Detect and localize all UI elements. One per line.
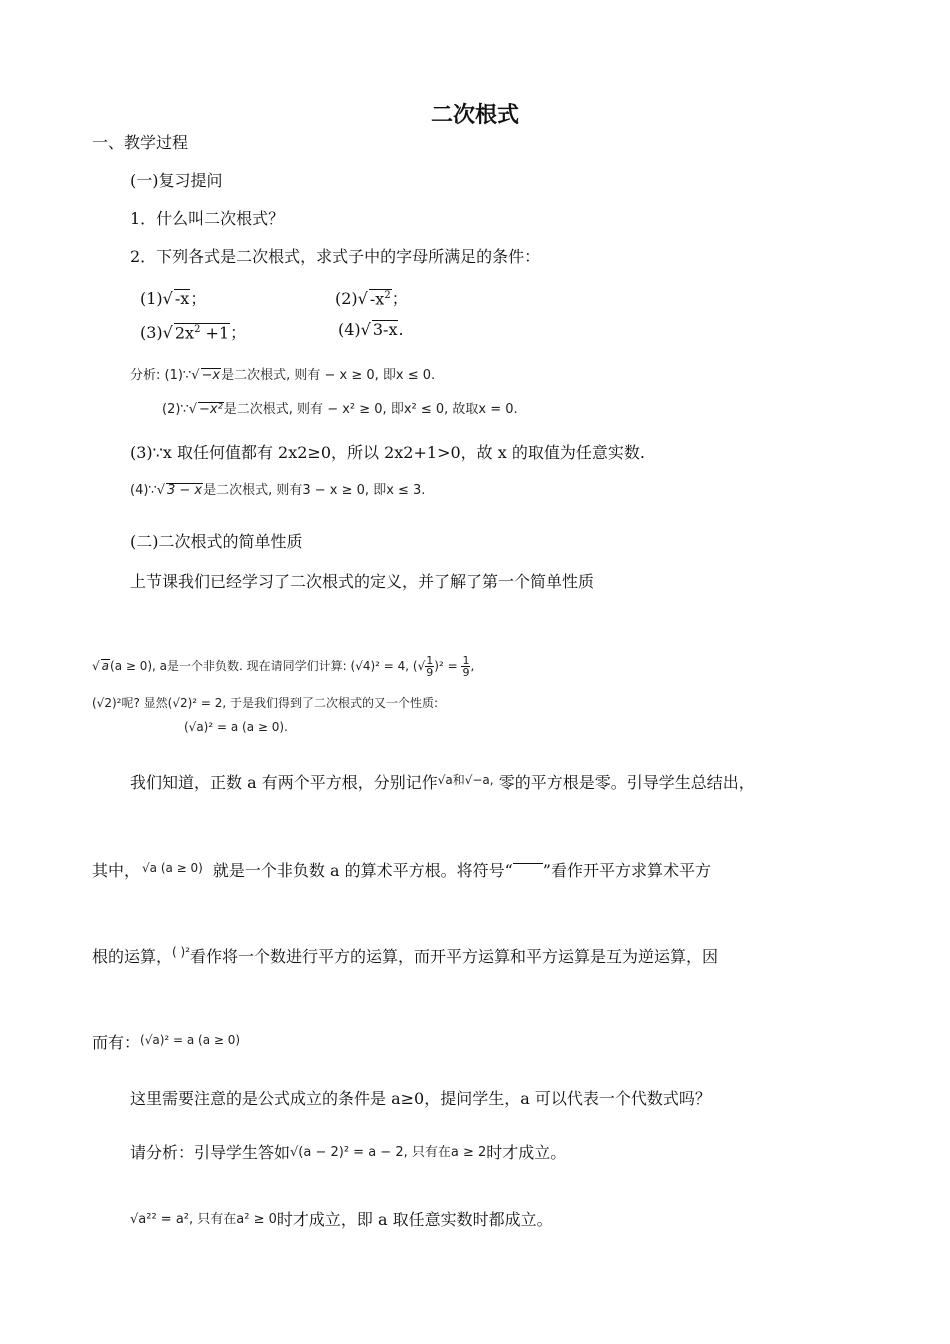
exercise-1 [140, 286, 206, 309]
radical-icon: √ [92, 659, 100, 673]
paragraph-analysis-ask: 请分析：引导学生答如√(a − 2)² = a − 2, 只有在a ≥ 2时才成立。 [130, 1143, 567, 1162]
exercise-label: (3) [140, 323, 163, 342]
radical-icon: √ [156, 483, 165, 498]
radicand: 3-x [372, 320, 398, 339]
question-1: 1．什么叫二次根式？ [130, 209, 285, 228]
subsection-review: (一)复习提问 [130, 171, 223, 190]
radicand: $2x^2 +1$ [174, 323, 230, 342]
property-line-2: (√2)²呢? 显然(√2)² = 2, 于是我们得到了二次根式的又一个性质: [92, 696, 439, 710]
radical-icon: √ [162, 323, 173, 342]
exercise-3 [140, 320, 246, 343]
radical-symbol-icon [513, 863, 543, 878]
punct: ； [230, 323, 247, 342]
analysis-4: (4)∵√ 3 − x是二次根式, 则有3 − x ≥ 0, 即x ≤ 3. [130, 483, 426, 498]
paragraph-note: 这里需要注意的是公式成立的条件是 a≥0，提问学生，a 可以代表一个代数式吗？ [130, 1089, 711, 1108]
paragraph-therefore: 而有：$^{(√a)^2 = a (a \ge 0)}$ [92, 1033, 241, 1052]
subsection-properties: (二)二次根式的简单性质 [130, 532, 303, 551]
exercise-label: (1) [140, 289, 163, 308]
radical-icon: √ [357, 289, 368, 308]
fraction: $\frac{1}{9}$ [462, 654, 470, 679]
paragraph-square-op: 根的运算，$^{( )^2}$看作将一个数进行平方的运算，而开平方运算和平方运算是互为逆运算，因 [92, 945, 719, 966]
paragraph-square-roots: 我们知道，正数 a 有两个平方根，分别记作$^{√a和√-a,}$ 零的平方根是零。引导学生总结出， [130, 773, 755, 792]
radicand: -x [174, 289, 190, 308]
paragraph-arith-root: 其中， $^{√a (a \ge 0)}$ 就是一个非负数 a 的算术平方根。将符号“ ”看作开平方求算术平方 [92, 861, 711, 880]
paragraph-last: √a²² = a², 只有在a² ≥ 0时才成立，即 a 取任意实数时都成立。 [130, 1210, 553, 1229]
punct: ； [391, 289, 408, 308]
analysis-3: (3)∵x 取任何值都有 2x2≥0，所以 2x2+1>0，故 x 的取值为任意实数. [130, 443, 645, 462]
property-line-1: √ a(a ≥ 0), a是一个非负数. 现在请同学们计算: (√4)² = 4, (√ $\frac{1}{9}$ )² = $\frac{1}{9}$ , [92, 654, 475, 679]
radical-icon: √ [188, 402, 197, 417]
exercise-label: (4) [338, 320, 361, 339]
punct: ； [190, 289, 207, 308]
question-2: 2．下列各式是二次根式，求式子中的字母所满足的条件： [130, 247, 541, 266]
analysis-1: 分析: (1)∵√ −x是二次根式, 则有 − x ≥ 0, 即x ≤ 0. [130, 368, 436, 383]
intro-paragraph: 上节课我们已经学习了二次根式的定义，并了解了第一个简单性质 [130, 572, 595, 591]
radical-icon: √ [162, 289, 173, 308]
property-formula: (√a)² = a (a ≥ 0). [184, 720, 288, 734]
section-heading: 一、教学过程 [92, 133, 189, 152]
radical-icon: √ [417, 659, 426, 673]
radicand: $-x^2$ [369, 289, 391, 308]
radical-icon: √ [191, 368, 200, 383]
analysis-2: (2)∵√ −x²是二次根式, 则有 − x² ≥ 0, 即x² ≤ 0, 故取x = 0. [162, 402, 518, 417]
fraction: $\frac{1}{9}$ [426, 654, 434, 679]
punct: . [398, 320, 404, 339]
exercise-4 [338, 320, 404, 339]
exercise-2 [335, 286, 408, 309]
radical-icon: √ [360, 320, 371, 339]
exercise-label: (2) [335, 289, 358, 308]
page-title: 二次根式 [430, 103, 519, 128]
